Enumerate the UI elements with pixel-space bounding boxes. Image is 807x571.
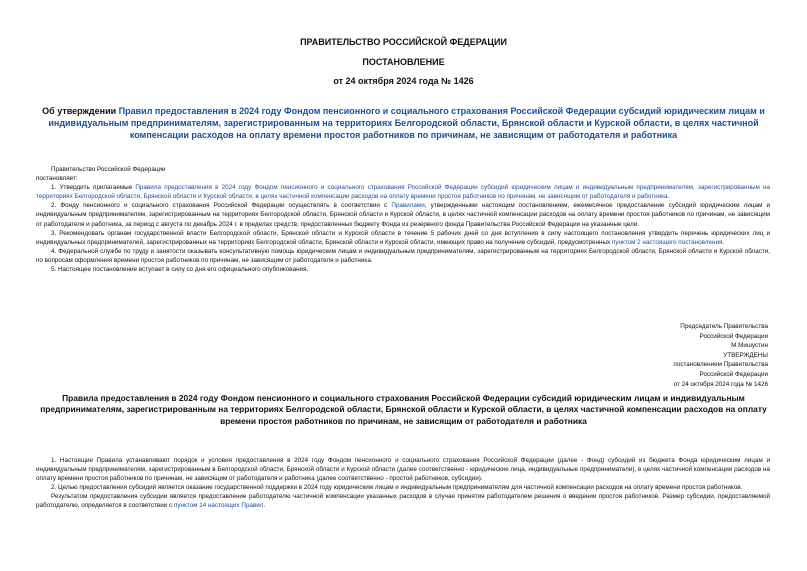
decree-paragraph-1: 1. Утвердить прилагаемые Правила предоставления в 2024 году Фондом пенсионного и социального страхования Российской Федерации субсидий юридическим лицам и индивидуальным предпринимателям, зарегистрированным на территориях Белгородской области, Брянской области и Курской области, в целях частичной компенсации расходов на оплату времени простоя работников по причинам, не зависящим от работодателя и работника. [36,184,771,201]
signature-organization: Российской Федерации [699,332,768,340]
signature-position: Председатель Правительства [680,323,768,330]
approved-rules-link[interactable]: Правила предоставления в 2024 году Фондом пенсионного и социального страхования Российской Федерации субсидий юридическим лицам и индивидуальным предпринимателям, зарегистрированным на территориях Белгородской области, Брянской области и Курской области, в целях частичной компенсации расходов на оплату времени простоя работников по причинам, не зависящим от работодателя и работника [36,184,771,201]
government-heading: ПРАВИТЕЛЬСТВО РОССИЙСКОЙ ФЕДЕРАЦИИ [300,37,507,47]
rules-paragraph-2: 2. Целью предоставления субсидий является оказание государственной поддержки в 2024 году юридическим лицам и индивидуальным предпринимателям для частичной компенсации расходов на оплату времени простоя работников. [51,484,743,492]
decree-body [36,165,770,274]
document-date-number: от 24 октября 2024 года № 1426 [333,76,474,86]
decree-intro-resolves: постановляет: [36,175,78,183]
rules-paragraph-3: Результатом предоставления субсидии является предоставление работодателю частичной компенсации указанных расходов в случае принятия работодателем решения о введении простоя работников. Размер субсидии, предоставляемой работодателю, определяется в соответствии с пунктом 14 настоящих Правил. [36,493,770,510]
approval-by: постановлением Правительства [673,361,768,369]
decree-title-prefix: Об утверждении [42,106,119,116]
decree-paragraph-2: 2. Фонду пенсионного и социального страхования Российской Федерации осуществлять в соответствии с Правилами, утвержденными настоящим постановлением, ежемесячное предоставление субсидий юридическим лицам и индивидуальным предпринимателям, зарегистрированным на территориях Белгородской области, Брянской области и Курской области, в целях частичной компенсации расходов на оплату времени простоя работников по причинам, не зависящим от работодателя и работника, за период с августа по декабрь 2024 г. в пределах средств, предоставленных бюджету Фонда из резервного фонда Правительства Российской Федерации на указанные цели. [36,202,771,228]
decree-title-rules-link[interactable]: Правил предоставления в 2024 году Фондом пенсионного и социального страхования Российской Федерации субсидий юридическим лицам и индивидуальным предпринимателям, зарегистрированным на территориях Белгородской области, Брянской области и Курской области, в целях частичной компенсации расходов на оплату времени простоя работников по причинам, не зависящим от работодателя и работника [48,106,765,140]
approval-date-number: от 24 октября 2024 года № 1426 [673,380,768,388]
signature-block [548,322,768,389]
rules-link[interactable]: Правилами [391,202,425,210]
rules-paragraph-1: 1. Настоящие Правила устанавливают порядок и условия предоставления в 2024 году Фондом пенсионного и социального страхования Российской Федерации (далее - Фонд) субсидий из бюджета Фонда юридическим лицам и индивидуальным предпринимателям, зарегистрированным в Белгородской области, Брянской области и Курской области (далее соответственно - юридические лица, индивидуальные предприниматели), в целях частичной компенсации расходов на оплату времени простоя работников по причинам, не зависящим от работодателя и работника (далее соответственно - простой работников, субсидии). [36,457,770,483]
paragraph-14-link[interactable]: пунктом 14 настоящих Правил [173,502,264,510]
document-type-heading: ПОСТАНОВЛЕНИЕ [362,57,445,67]
paragraph-2-link[interactable]: пунктом 2 настоящего постановления [611,238,723,246]
signature-name: М.Мишустин [731,342,768,350]
decree-paragraph-3: 3. Рекомендовать органам государственной власти Белгородской области, Брянской области и Курской области в течение 5 рабочих дней со дня вступления в силу настоящего постановления утвердить перечень юридических лиц и индивидуальных предпринимателей, зарегистрированных на территориях Белгородской области, Брянской области и Курской области, имеющих право на получение субсидий, предусмотренных пунктом 2 настоящего постановления. [36,229,770,246]
decree-paragraph-4: 4. Федеральной службе по труду и занятости оказывать консультативную помощь юридическим лицам и индивидуальным предпринимателям, зарегистрированным на территориях Белгородской области, Брянской области и Курской области, по вопросам оформления времени простоя работников по причинам, не зависящим от работодателя и работника. [36,247,770,264]
approval-stamp: УТВЕРЖДЕНЫ [723,351,768,359]
decree-paragraph-5: 5. Настоящее постановление вступает в силу со дня его официального опубликования. [51,266,309,274]
decree-intro-government: Правительство Российской Федерации [51,166,166,173]
rules-title: Правила предоставления в 2024 году Фондом пенсионного и социального страхования Российской Федерации субсидий юридическим лицам и индивидуальным предпринимателям, зарегистрированным на территориях Белгородской области, Брянской области и Курской области, в целях частичной компенсации расходов на оплату времени простоя работников по причинам, не зависящим от работодателя и работника [40,393,767,426]
rules-body [36,456,770,511]
approval-organization: Российской Федерации [699,370,768,378]
decree-title [28,105,779,141]
